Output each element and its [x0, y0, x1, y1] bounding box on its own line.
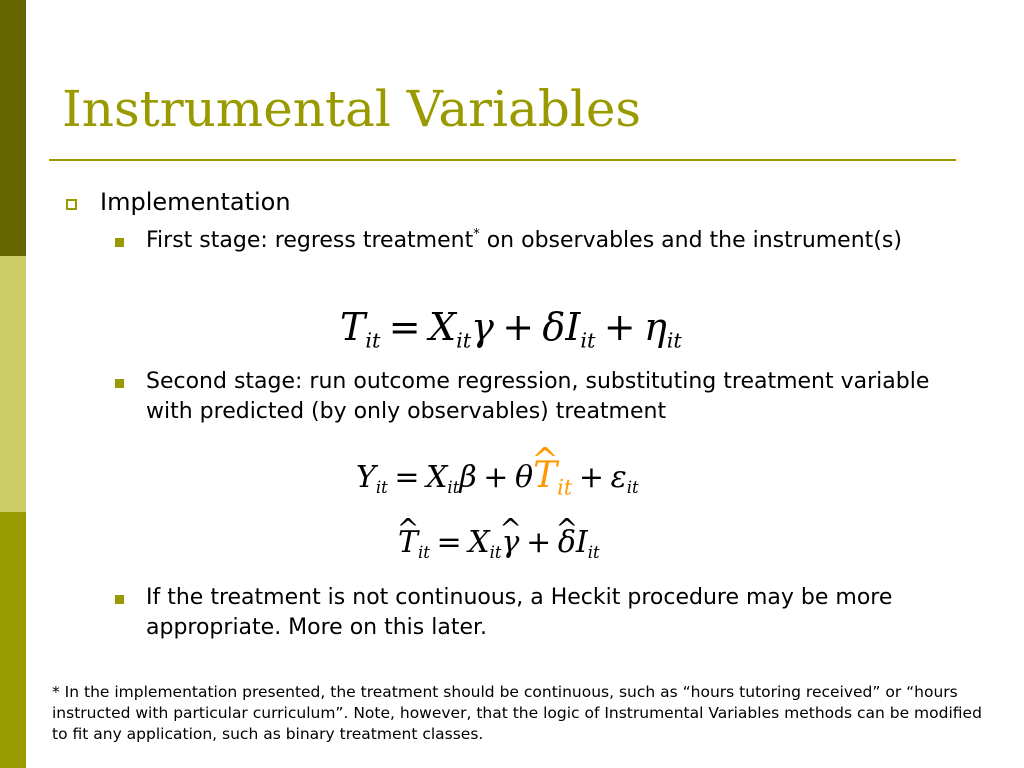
side-stripe-top	[0, 0, 26, 256]
first-stage-equation: $T_{it} = X_{it}\gamma + \delta I_{it} + \eta_{it}$	[340, 305, 682, 353]
hollow-square-bullet-icon	[66, 199, 77, 210]
sub-bullet-first-stage	[146, 226, 976, 256]
side-stripe-middle	[0, 256, 26, 512]
sub-bullet-heckit: If the treatment is not continuous, a Heckit procedure may be more appropriate. More on this later.	[146, 585, 893, 640]
predicted-treatment-equation: ^ $T_{it}$ = $X_{it}\^{}$ γ +^ $\delta I_{it}$	[398, 525, 600, 562]
footnote-mark: *	[473, 227, 480, 242]
title-underline	[49, 159, 956, 161]
bullet-implementation: Implementation	[100, 188, 291, 216]
predicted-treatment-highlight: ^ T	[533, 455, 557, 496]
square-bullet-icon	[115, 238, 124, 247]
slide-title: Instrumental Variables	[62, 80, 642, 138]
first-stage-text-continued: on observables and the instrument(s)	[479, 228, 902, 253]
side-stripe-bottom	[0, 512, 26, 768]
first-stage-text: First stage: regress treatment	[146, 228, 474, 253]
footnote: * In the implementation presented, the treatment should be continuous, such as “hours tutoring received” or “hours instructed with particular curriculum”. Note, however, that the logic of Instrumental Variables methods can be modified to fit any application, such as binary treatment classes.	[52, 683, 982, 743]
square-bullet-icon	[115, 379, 124, 388]
sub-bullet-second-stage: Second stage: run outcome regression, substituting treatment variable with predicted (by only observables) treatment	[146, 369, 930, 424]
square-bullet-icon	[115, 595, 124, 604]
second-stage-equation: $Y_{it} = X_{it}\beta$ + θ^ $T_{it} + \varepsilon_{it}$	[356, 455, 639, 499]
